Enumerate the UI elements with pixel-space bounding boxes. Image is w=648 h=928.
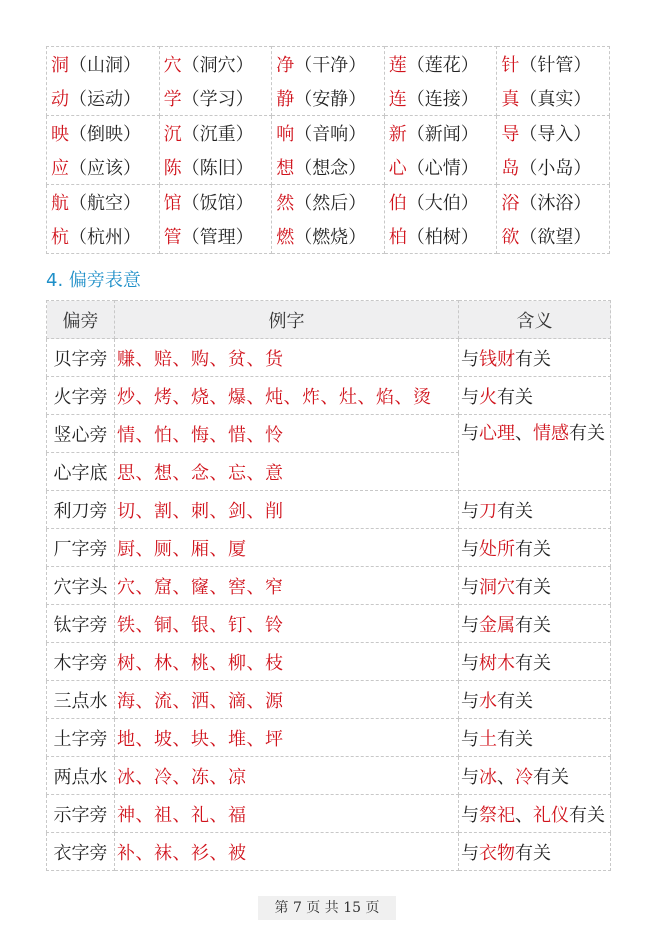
meaning-cell	[459, 529, 611, 567]
paren-close: ）	[348, 158, 367, 179]
target-character: 沉	[163, 124, 182, 145]
paren-close: ）	[460, 55, 479, 76]
pair-line	[389, 81, 497, 115]
paren-open: （	[69, 193, 87, 214]
pair-line	[389, 219, 497, 253]
paren-close: ）	[235, 158, 254, 179]
meaning-text: 有关	[515, 348, 551, 370]
pair-line	[276, 116, 384, 150]
meaning-text: 与	[461, 538, 479, 560]
header-radical: 偏旁	[47, 301, 115, 339]
target-character: 洞	[51, 55, 69, 76]
radical-name: 两点水	[47, 757, 115, 795]
pair-line	[164, 150, 272, 184]
example-characters: 海、流、洒、滴、源	[115, 681, 459, 719]
meaning-text: 与	[461, 690, 479, 712]
paren-open: （	[519, 158, 538, 179]
meaning-text: 与	[461, 576, 479, 598]
pair-cell	[159, 185, 272, 254]
meaning-text: 与	[461, 500, 479, 522]
pair-line	[276, 47, 384, 81]
pair-cell	[497, 116, 610, 185]
pair-line	[501, 47, 609, 81]
paren-open: （	[519, 55, 538, 76]
pair-cell	[47, 185, 160, 254]
meaning-text: 有关	[569, 423, 605, 444]
radical-name: 衣字旁	[47, 833, 115, 871]
table-row	[47, 681, 611, 719]
table-header-row	[47, 301, 611, 339]
paren-close: ）	[460, 227, 479, 248]
pair-line	[51, 219, 159, 253]
paren-close: ）	[573, 89, 592, 110]
meaning-text: 有关	[497, 386, 533, 408]
example-word: 山洞	[87, 55, 123, 76]
paren-open: （	[519, 124, 538, 145]
target-character: 陈	[163, 158, 182, 179]
paren-close: ）	[573, 55, 592, 76]
example-word: 管理	[199, 227, 236, 248]
pair-cell	[384, 116, 497, 185]
paren-open: （	[294, 55, 313, 76]
meaning-text: 与	[461, 728, 479, 750]
meaning-cell	[459, 377, 611, 415]
meaning-text: 与	[461, 766, 479, 788]
example-word: 小岛	[537, 158, 574, 179]
target-character: 连	[388, 89, 407, 110]
table-row	[47, 643, 611, 681]
meaning-text: 、	[497, 766, 515, 788]
pair-line	[164, 81, 272, 115]
word-pair-grid	[46, 46, 610, 254]
example-word: 倒映	[87, 124, 123, 145]
paren-open: （	[181, 193, 200, 214]
paren-close: ）	[573, 193, 592, 214]
paren-close: ）	[123, 193, 141, 214]
paren-open: （	[406, 227, 425, 248]
paren-close: ）	[348, 193, 367, 214]
example-word: 导入	[537, 124, 574, 145]
target-character: 管	[163, 227, 182, 248]
radical-name: 示字旁	[47, 795, 115, 833]
paren-open: （	[294, 227, 313, 248]
meaning-keyword: 金属	[479, 614, 515, 636]
radical-name: 贝字旁	[47, 339, 115, 377]
pair-line	[501, 185, 609, 219]
pair-line	[501, 81, 609, 115]
target-character: 应	[51, 158, 69, 179]
table-row	[47, 377, 611, 415]
example-characters: 地、坡、块、堆、坪	[115, 719, 459, 757]
meaning-keyword: 冷	[515, 766, 533, 788]
meaning-keyword: 火	[479, 386, 497, 408]
paren-open: （	[69, 89, 87, 110]
radical-name: 木字旁	[47, 643, 115, 681]
meaning-text: 有关	[515, 842, 551, 864]
meaning-keyword: 情感	[533, 423, 569, 444]
example-word: 应该	[87, 158, 123, 179]
target-character: 欲	[501, 227, 520, 248]
radical-name: 钛字旁	[47, 605, 115, 643]
example-word: 心情	[424, 158, 461, 179]
pair-line	[164, 219, 272, 253]
meaning-text: 与	[461, 348, 479, 370]
meaning-text: 与	[461, 386, 479, 408]
target-character: 响	[276, 124, 295, 145]
target-character: 岛	[501, 158, 520, 179]
pair-line	[389, 185, 497, 219]
paren-close: ）	[460, 89, 479, 110]
meaning-cell	[459, 681, 611, 719]
paren-close: ）	[348, 124, 367, 145]
example-characters: 穴、窟、窿、窖、窄	[115, 567, 459, 605]
paren-open: （	[69, 227, 87, 248]
paren-close: ）	[123, 55, 141, 76]
pair-cell	[384, 185, 497, 254]
paren-open: （	[294, 124, 313, 145]
paren-close: ）	[348, 55, 367, 76]
meaning-keyword: 土	[479, 728, 497, 750]
example-characters: 冰、冷、冻、凉	[115, 757, 459, 795]
paren-open: （	[181, 55, 200, 76]
target-character: 静	[276, 89, 295, 110]
table-row	[47, 491, 611, 529]
table-row	[47, 795, 611, 833]
radical-name: 利刀旁	[47, 491, 115, 529]
example-characters: 补、袜、衫、被	[115, 833, 459, 871]
pair-cell	[384, 47, 497, 116]
table-row	[47, 567, 611, 605]
target-character: 柏	[388, 227, 407, 248]
meaning-text: 与	[461, 614, 479, 636]
pair-line	[51, 185, 159, 219]
pair-line	[501, 150, 609, 184]
meaning-text: 有关	[497, 500, 533, 522]
paren-close: ）	[235, 193, 254, 214]
meaning-keyword: 冰	[479, 766, 497, 788]
pair-line	[501, 219, 609, 253]
paren-close: ）	[123, 158, 141, 179]
target-character: 净	[276, 55, 295, 76]
paren-open: （	[69, 124, 87, 145]
target-character: 新	[388, 124, 407, 145]
meaning-keyword: 礼仪	[533, 804, 569, 826]
page-footer: 第 7 页 共 15 页	[258, 896, 396, 920]
meaning-text: 、	[515, 423, 533, 444]
example-characters: 铁、铜、银、钉、铃	[115, 605, 459, 643]
pair-line	[501, 116, 609, 150]
paren-close: ）	[348, 89, 367, 110]
radical-name: 竖心旁	[47, 415, 115, 453]
meaning-text: 有关	[497, 728, 533, 750]
example-characters: 厨、厕、厢、厦	[115, 529, 459, 567]
paren-open: （	[519, 193, 538, 214]
paren-open: （	[69, 158, 87, 179]
example-characters: 炒、烤、烧、爆、炖、炸、灶、焰、烫	[115, 377, 459, 415]
target-character: 伯	[388, 193, 407, 214]
paren-close: ）	[123, 124, 141, 145]
meaning-keyword: 树木	[479, 652, 515, 674]
pair-cell	[47, 116, 160, 185]
table-row	[47, 339, 611, 377]
meaning-cell	[459, 339, 611, 377]
example-word: 欲望	[537, 227, 574, 248]
paren-open: （	[294, 158, 313, 179]
paren-open: （	[181, 227, 200, 248]
example-word: 航空	[87, 193, 123, 214]
example-characters: 思、想、念、忘、意	[115, 453, 459, 491]
target-character: 杭	[51, 227, 69, 248]
paren-open: （	[406, 158, 425, 179]
paren-open: （	[406, 193, 425, 214]
example-word: 陈旧	[199, 158, 236, 179]
table-row	[47, 757, 611, 795]
target-character: 心	[388, 158, 407, 179]
paren-close: ）	[460, 124, 479, 145]
table-row	[47, 415, 611, 453]
meaning-text: 与	[461, 842, 479, 864]
table-row	[47, 529, 611, 567]
meaning-cell	[459, 795, 611, 833]
paren-open: （	[181, 124, 200, 145]
example-characters: 赚、赔、购、贫、货	[115, 339, 459, 377]
paren-close: ）	[235, 89, 254, 110]
target-character: 针	[501, 55, 520, 76]
example-word: 针管	[537, 55, 574, 76]
target-character: 航	[51, 193, 69, 214]
meaning-cell	[459, 605, 611, 643]
target-character: 导	[501, 124, 520, 145]
meaning-cell	[459, 833, 611, 871]
pair-cell	[272, 116, 385, 185]
target-character: 燃	[276, 227, 295, 248]
meaning-text: 有关	[497, 690, 533, 712]
radical-name: 土字旁	[47, 719, 115, 757]
pair-line	[389, 116, 497, 150]
radical-name: 心字底	[47, 453, 115, 491]
meaning-keyword: 钱财	[479, 348, 515, 370]
pair-line	[164, 185, 272, 219]
example-characters: 神、祖、礼、福	[115, 795, 459, 833]
example-word: 干净	[312, 55, 349, 76]
example-word: 新闻	[424, 124, 461, 145]
pair-cell	[497, 47, 610, 116]
example-word: 安静	[312, 89, 349, 110]
target-character: 浴	[501, 193, 520, 214]
paren-close: ）	[460, 158, 479, 179]
table-row	[47, 719, 611, 757]
meaning-cell	[459, 643, 611, 681]
example-word: 运动	[87, 89, 123, 110]
paren-close: ）	[235, 55, 254, 76]
meaning-keyword: 衣物	[479, 842, 515, 864]
example-word: 柏树	[424, 227, 461, 248]
meaning-keyword: 洞穴	[479, 576, 515, 598]
paren-close: ）	[573, 227, 592, 248]
meaning-text: 与	[461, 423, 479, 444]
pair-row	[47, 116, 610, 185]
target-character: 映	[51, 124, 69, 145]
meaning-cell	[459, 415, 611, 491]
pair-line	[276, 150, 384, 184]
example-word: 洞穴	[199, 55, 236, 76]
pair-cell	[159, 116, 272, 185]
pair-row	[47, 185, 610, 254]
paren-open: （	[406, 89, 425, 110]
paren-close: ）	[235, 227, 254, 248]
radical-table	[46, 300, 611, 871]
paren-open: （	[181, 158, 200, 179]
paren-close: ）	[573, 124, 592, 145]
pair-line	[51, 47, 159, 81]
target-character: 莲	[388, 55, 407, 76]
pair-cell	[47, 47, 160, 116]
table-row	[47, 833, 611, 871]
meaning-text: 与	[461, 652, 479, 674]
meaning-text: 有关	[515, 576, 551, 598]
meaning-text: 有关	[515, 614, 551, 636]
meaning-cell	[459, 491, 611, 529]
example-word: 大伯	[424, 193, 461, 214]
pair-line	[164, 47, 272, 81]
meaning-text: 、	[515, 804, 533, 826]
example-characters: 切、割、刺、剑、削	[115, 491, 459, 529]
paren-open: （	[294, 89, 313, 110]
section-title: 4. 偏旁表意	[46, 270, 141, 291]
example-word: 真实	[537, 89, 574, 110]
paren-close: ）	[460, 193, 479, 214]
paren-open: （	[294, 193, 313, 214]
example-characters: 树、林、桃、柳、枝	[115, 643, 459, 681]
pair-line	[164, 116, 272, 150]
target-character: 馆	[163, 193, 182, 214]
pair-cell	[497, 185, 610, 254]
example-characters: 情、怕、悔、惜、怜	[115, 415, 459, 453]
paren-close: ）	[235, 124, 254, 145]
meaning-cell	[459, 567, 611, 605]
target-character: 穴	[163, 55, 182, 76]
paren-close: ）	[123, 227, 141, 248]
example-word: 然后	[312, 193, 349, 214]
meaning-cell	[459, 757, 611, 795]
pair-cell	[272, 47, 385, 116]
target-character: 想	[276, 158, 295, 179]
meaning-keyword: 祭祀	[479, 804, 515, 826]
meaning-cell	[459, 719, 611, 757]
paren-close: ）	[573, 158, 592, 179]
target-character: 真	[501, 89, 520, 110]
example-word: 想念	[312, 158, 349, 179]
pair-line	[51, 116, 159, 150]
paren-close: ）	[348, 227, 367, 248]
paren-open: （	[519, 227, 538, 248]
paren-open: （	[406, 55, 425, 76]
table-row	[47, 605, 611, 643]
pair-cell	[272, 185, 385, 254]
meaning-text: 有关	[569, 804, 605, 826]
paren-open: （	[181, 89, 200, 110]
pair-line	[276, 185, 384, 219]
paren-close: ）	[123, 89, 141, 110]
example-word: 燃烧	[312, 227, 349, 248]
paren-open: （	[519, 89, 538, 110]
example-word: 饭馆	[199, 193, 236, 214]
radical-name: 火字旁	[47, 377, 115, 415]
pair-line	[276, 219, 384, 253]
page-content	[46, 46, 610, 871]
header-examples: 例字	[115, 301, 459, 339]
target-character: 学	[163, 89, 182, 110]
target-character: 然	[276, 193, 295, 214]
radical-name: 厂字旁	[47, 529, 115, 567]
pair-cell	[159, 47, 272, 116]
header-meaning: 含义	[459, 301, 611, 339]
paren-open: （	[406, 124, 425, 145]
pair-line	[276, 81, 384, 115]
example-word: 沉重	[199, 124, 236, 145]
meaning-keyword: 心理	[479, 423, 515, 444]
meaning-text: 有关	[533, 766, 569, 788]
pair-line	[389, 150, 497, 184]
radical-name: 三点水	[47, 681, 115, 719]
meaning-text: 有关	[515, 652, 551, 674]
meaning-text: 与	[461, 804, 479, 826]
radical-name: 穴字头	[47, 567, 115, 605]
pair-row	[47, 47, 610, 116]
meaning-text: 有关	[515, 538, 551, 560]
pair-line	[389, 47, 497, 81]
example-word: 莲花	[424, 55, 461, 76]
pair-line	[51, 150, 159, 184]
meaning-keyword: 刀	[479, 500, 497, 522]
example-word: 学习	[199, 89, 236, 110]
meaning-keyword: 处所	[479, 538, 515, 560]
pair-line	[51, 81, 159, 115]
example-word: 沐浴	[537, 193, 574, 214]
example-word: 杭州	[87, 227, 123, 248]
example-word: 连接	[424, 89, 461, 110]
target-character: 动	[51, 89, 69, 110]
meaning-keyword: 水	[479, 690, 497, 712]
example-word: 音响	[312, 124, 349, 145]
paren-open: （	[69, 55, 87, 76]
